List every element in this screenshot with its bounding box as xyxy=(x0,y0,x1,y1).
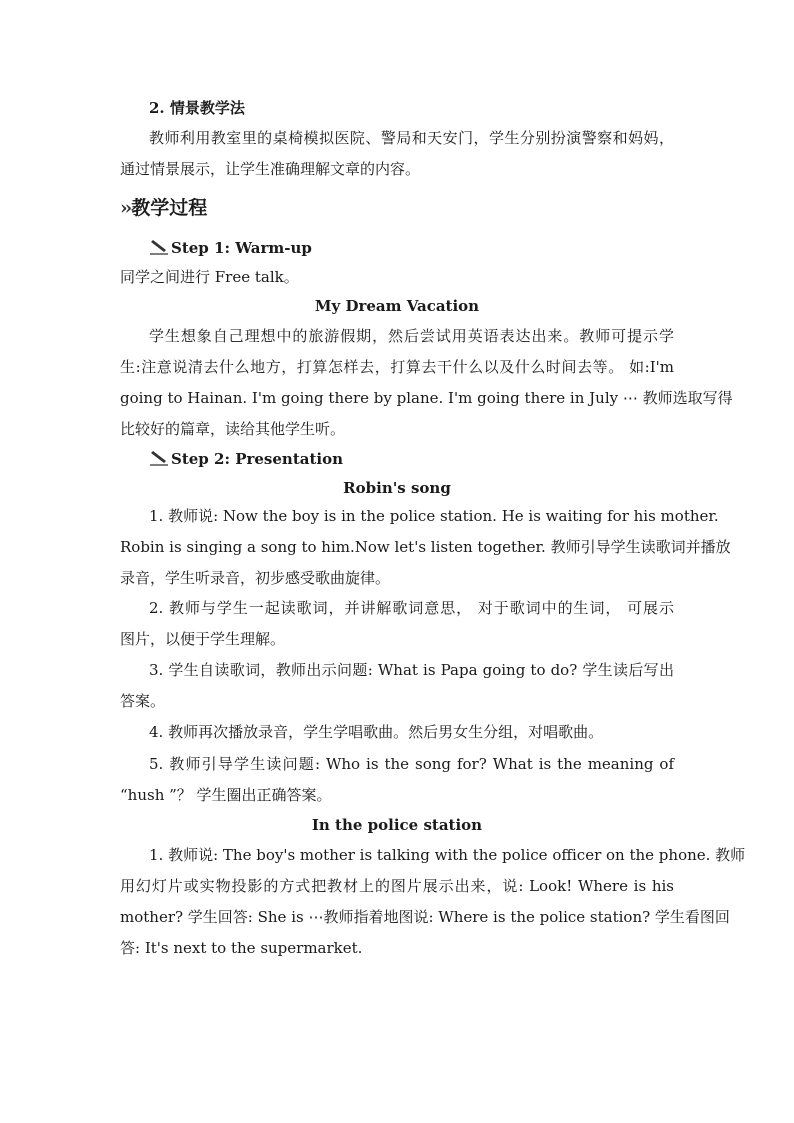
robin-item-5-line-2: “hush ”？ 学生圈出正确答案。 xyxy=(120,786,332,804)
robin-item-4-line-1: 4. 教师再次播放录音，学生学唱歌曲。然后男女生分组，对唱歌曲。 xyxy=(149,723,604,741)
robin-item-5-line-1: 5. 教师引导学生读问题: Who is the song for? What is the meaning of xyxy=(149,755,674,773)
process-title-text: 教学过程 xyxy=(131,197,208,219)
pencil-icon xyxy=(149,239,169,255)
robin-item-3-line-2: 答案。 xyxy=(120,692,166,710)
step2-subtitle-police: In the police station xyxy=(311,816,483,834)
police-item-1-line-4: 答: It's next to the supermarket. xyxy=(120,939,363,957)
step1-para-line-1: 学生想象自己理想中的旅游假期，然后尝试用英语表达出来。教师可提示学 xyxy=(149,327,674,345)
step2-title-text: Step 2: Presentation xyxy=(171,450,344,468)
robin-item-2-line-1: 2. 教师与学生一起读歌词，并讲解歌词意思， 对于歌词中的生词， 可展示 xyxy=(149,599,674,617)
step1-title-text: Step 1: Warm-up xyxy=(171,239,312,257)
method-heading: 2. 情景教学法 xyxy=(149,99,245,117)
step1-subtitle: My Dream Vacation xyxy=(314,297,480,315)
double-chevron-icon: ›› xyxy=(120,197,130,219)
step2-subtitle-robin: Robin's song xyxy=(343,479,451,497)
method-para-line-2: 通过情景展示，让学生准确理解文章的内容。 xyxy=(120,160,421,178)
pencil-icon xyxy=(149,450,169,466)
police-item-1-line-1: 1. 教师说: The boy's mother is talking with the police officer on the phone. 教师 xyxy=(149,846,746,864)
step2-title xyxy=(149,449,343,469)
robin-item-2-line-2: 图片，以便于学生理解。 xyxy=(120,630,286,648)
step1-para-line-3: going to Hainan. I'm going there by plane. I'm going there in July ⋯ 教师选取写得 xyxy=(120,389,733,407)
step1-title xyxy=(149,238,312,258)
step1-para-line-4: 比较好的篇章，读给其他学生听。 xyxy=(120,420,346,438)
robin-item-1-line-1: 1. 教师说: Now the boy is in the police station. He is waiting for his mother. xyxy=(149,507,719,525)
robin-item-1-line-3: 录音，学生听录音，初步感受歌曲旋律。 xyxy=(120,569,391,587)
step1-intro: 同学之间进行 Free talk。 xyxy=(120,268,299,286)
police-item-1-line-3: mother? 学生回答: She is ⋯教师指着地图说: Where is the police station? 学生看图回 xyxy=(120,908,730,926)
robin-item-1-line-2: Robin is singing a song to him.Now let's listen together. 教师引导学生读歌词并播放 xyxy=(120,538,731,556)
police-item-1-line-2: 用幻灯片或实物投影的方式把教材上的图片展示出来，说: Look! Where is his xyxy=(120,877,674,895)
process-section-title xyxy=(120,196,207,220)
step1-para-line-2: 生:注意说清去什么地方，打算怎样去，打算去干什么以及什么时间去等。 如:I'm xyxy=(120,358,674,376)
robin-item-3-line-1: 3. 学生自读歌词，教师出示问题: What is Papa going to do? 学生读后写出 xyxy=(149,661,674,679)
method-para-line-1: 教师利用教室里的桌椅模拟医院、警局和天安门，学生分别扮演警察和妈妈， xyxy=(149,129,674,147)
